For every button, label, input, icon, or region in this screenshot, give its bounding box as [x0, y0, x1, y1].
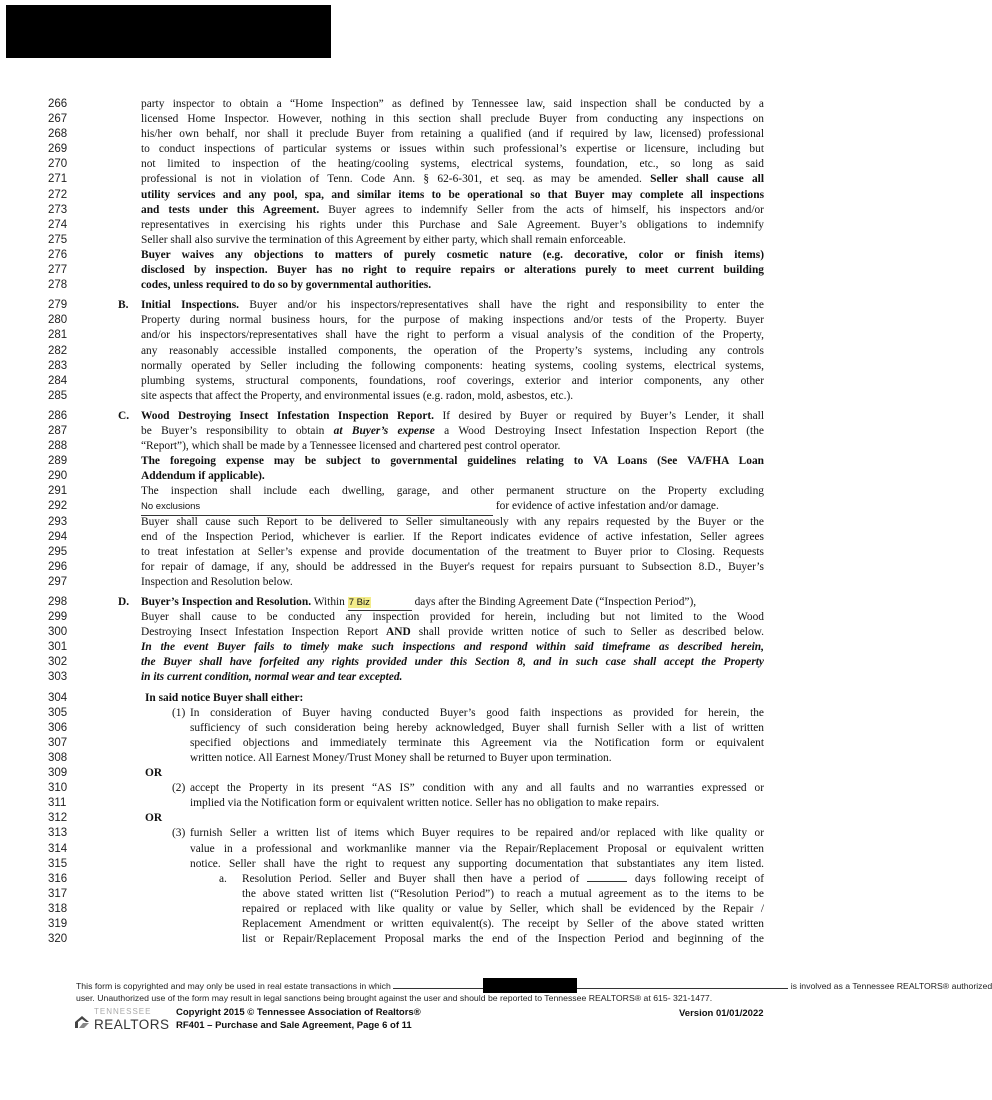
logo-brand-text: REALTORS [94, 1017, 170, 1032]
line [0, 499, 850, 514]
bold-italic-text: the Buyer shall have forfeited any rights provided under this Section 8, and in such case shall accept the Property [141, 656, 764, 669]
bold-italic-text: in its current condition, normal wear and tear excepted. [141, 671, 403, 684]
item-number-2: (2) [172, 782, 186, 795]
line [0, 610, 850, 625]
line-number: 289 [48, 455, 68, 468]
bold-text: Seller shall cause all [650, 173, 764, 186]
line-number: 290 [48, 470, 68, 483]
line-text: his/her own behalf, nor shall it preclude Buyer from retaining a qualified (and if required by law, licensed) professional [141, 128, 764, 141]
line [0, 515, 850, 530]
line [0, 751, 850, 766]
line-number: 313 [48, 827, 68, 840]
line-number: 278 [48, 279, 68, 292]
logo-state-text: TENNESSEE [94, 1007, 152, 1016]
text-run: shall provide written notice of such to Seller as described below. [418, 626, 764, 639]
bold-text: and tests under this Agreement. [141, 203, 320, 216]
redacted-block [6, 5, 331, 58]
text-run: professional is not in violation of Tenn. Code Ann. § 62-6-301, et seq. as may be amended. [141, 173, 642, 186]
line-number: 288 [48, 440, 68, 453]
line-number: 279 [48, 299, 68, 312]
line [0, 142, 850, 157]
line-text: Inspection and Resolution below. [141, 575, 293, 588]
line-number: 311 [48, 797, 67, 810]
line-number: 300 [48, 626, 68, 639]
line [0, 560, 850, 575]
resolution-days-field[interactable] [587, 881, 627, 882]
tennessee-realtors-logo [74, 1007, 170, 1033]
line [0, 917, 850, 932]
line [0, 469, 850, 484]
line-number: 282 [48, 344, 68, 357]
line-text: not limited to inspection of the heating/cooling systems, electrical systems, foundation, etc., so long as said [141, 158, 764, 171]
highlighted-value: 7 Biz [348, 597, 370, 608]
line [0, 127, 850, 142]
line-text [141, 499, 719, 515]
line [0, 313, 850, 328]
line-text: In consideration of Buyer having conducted Buyer’s good faith inspections as provided for herein, the [190, 706, 764, 719]
realtors-logo-icon [74, 1013, 90, 1029]
line [0, 328, 850, 343]
line [0, 932, 850, 947]
line-number: 270 [48, 158, 68, 171]
line-number: 274 [48, 218, 68, 231]
line [0, 454, 850, 469]
bold-text: codes, unless required to do so by governmental authorities. [141, 279, 432, 292]
line [0, 640, 850, 655]
text-run: days after the Binding Agreement Date (“Inspection Period”), [414, 596, 697, 608]
line-text [141, 298, 764, 313]
line-number: 317 [48, 887, 68, 900]
text-run: Buyer agrees to indemnify Seller from the acts of himself, his inspectors and/or [328, 203, 764, 216]
line-number: 267 [48, 113, 68, 126]
line-text: Replacement Amendment or written equivalent(s). The receipt by Seller of the above stated written [242, 917, 764, 930]
line-text [141, 172, 764, 187]
line-number: 293 [48, 515, 68, 528]
section-heading: Wood Destroying Insect Infestation Inspection Report. [141, 409, 435, 422]
line-text [141, 625, 764, 640]
section-heading: Buyer’s Inspection and Resolution. [141, 596, 312, 608]
line [0, 278, 850, 293]
line-number: 304 [48, 691, 68, 704]
line-number: 291 [48, 485, 68, 498]
line-text: and/or his inspectors/representatives shall have the right to perform a visual analysis of the condition of the Property, [141, 329, 764, 342]
line [0, 344, 850, 359]
line-text: written notice. All Earnest Money/Trust Money shall be returned to Buyer upon termination. [190, 751, 612, 764]
line-number: 271 [48, 173, 68, 186]
line [0, 484, 850, 499]
line [0, 424, 850, 439]
line-text [141, 595, 696, 611]
line-text: party inspector to obtain a “Home Inspection” as defined by Tennessee law, said inspection shall be conducted by a [141, 98, 764, 110]
line [0, 545, 850, 560]
line-text: site aspects that affect the Property, and environmental issues (e.g. radon, mold, asbestos, etc.). [141, 389, 574, 402]
line-number: 315 [48, 857, 68, 870]
document-body [0, 97, 850, 947]
line-number: 287 [48, 424, 68, 437]
line [0, 389, 850, 404]
line [0, 670, 850, 685]
inspection-period-field[interactable] [348, 595, 412, 611]
line-number: 303 [48, 671, 68, 684]
line [0, 736, 850, 751]
line-number: 309 [48, 767, 68, 780]
line-text: sufficiency of such consideration being hereby acknowledged, Buyer shall furnish Seller with a list of written [190, 721, 764, 734]
disclaimer-text: is involved as a Tennessee REALTORS® authorized [790, 981, 992, 991]
line-number: 292 [48, 500, 68, 513]
line [0, 796, 850, 811]
line-text: value in a professional and workmanlike manner via the Repair/Replacement Proposal or equivalent written [190, 842, 764, 855]
line-number: 275 [48, 233, 68, 246]
line-text: any reasonably accessible installed components, the operation of the Property’s systems, including any controls [141, 344, 764, 357]
line-number: 305 [48, 706, 68, 719]
line-number: 276 [48, 248, 68, 261]
bold-text: The foregoing expense may be subject to governmental guidelines relating to VA Loans (See VA/FHA Loan [141, 455, 764, 468]
exclusions-field[interactable]: No exclusions [141, 499, 493, 515]
line-number: 283 [48, 359, 68, 372]
line-text: to conduct inspections of particular systems or issues within such professional’s expertise or licensure, including but [141, 143, 764, 156]
line-number: 268 [48, 128, 68, 141]
text-run: Buyer and/or his inspectors/representatives shall have the right and responsibility to enter the [249, 299, 764, 312]
line [0, 248, 850, 263]
line-text: “Report”), which shall be made by a Tennessee licensed and chartered pest control operator. [141, 440, 561, 453]
subheading: In said notice Buyer shall either: [145, 691, 304, 704]
line-number: 286 [48, 409, 68, 422]
line-number: 285 [48, 389, 68, 402]
item-number-1: (1) [172, 706, 186, 719]
line [0, 872, 850, 887]
line [0, 655, 850, 670]
line [0, 263, 850, 278]
text-run: a Wood Destroying Insect Infestation Inspection Report (the [444, 424, 764, 437]
line [0, 298, 850, 313]
line-number: 299 [48, 611, 68, 624]
copyright-block [176, 1007, 421, 1032]
line [0, 625, 850, 640]
line-number: 310 [48, 782, 68, 795]
text-run: Destroying Insect Infestation Inspection Report [141, 626, 378, 639]
line [0, 766, 850, 781]
line [0, 575, 850, 590]
section-letter-c: C. [118, 409, 130, 422]
disclaimer-line-2: user. Unauthorized use of the form may result in legal sanctions being brought against the user and should be reported to Tennessee REALTORS® at 615- 321-1477. [76, 993, 713, 1003]
line-text: accept the Property in its present “AS IS” condition with any and all faults and no warranties expressed or [190, 782, 764, 795]
line [0, 530, 850, 545]
line-text: Buyer shall cause to be conducted any inspection provided for herein, including but not limited to the Wood [141, 611, 764, 624]
line-number: 318 [48, 902, 68, 915]
line [0, 691, 850, 706]
line-number: 298 [48, 596, 68, 608]
line [0, 203, 850, 218]
redacted-licensee [483, 978, 577, 993]
line-text: Buyer shall cause such Report to be delivered to Seller simultaneously with any repairs requested by the Buyer or the [141, 515, 764, 528]
line-number: 272 [48, 188, 68, 201]
section-letter-d: D. [118, 596, 130, 608]
bold-italic-text: In the event Buyer fails to timely make such inspections and respond within said timeframe as described herein, [141, 641, 764, 654]
disclaimer-text: This form is copyrighted and may only be used in real estate transactions in which [76, 981, 391, 991]
line [0, 112, 850, 127]
line-text: the above stated written list (“Resolution Period”) to reach a mutual agreement as to the items to be [242, 887, 764, 900]
line [0, 595, 850, 610]
bold-text: AND [386, 626, 411, 639]
bold-text: utility services and any pool, spa, and similar items to be operational so that Buyer may complete all inspections [141, 188, 764, 201]
or-separator: OR [145, 812, 163, 825]
line-number: 297 [48, 575, 68, 588]
line-number: 307 [48, 736, 68, 749]
line-number: 277 [48, 264, 68, 277]
line [0, 97, 850, 112]
line-text: specified objections and immediately terminate this Agreement via the Notification form or equivalent [190, 736, 764, 749]
line-number: 320 [48, 933, 68, 946]
line-text: to treat infestation at Seller’s expense and provide documentation of the treatment to Buyer prior to Closing. Requests [141, 545, 764, 558]
line-text: Seller shall also survive the termination of this Agreement by either party, which shall remain enforceable. [141, 233, 626, 246]
text-run: days following receipt of [634, 872, 764, 885]
line-text [141, 424, 764, 439]
line-number: 266 [48, 98, 68, 110]
line-number: 314 [48, 842, 68, 855]
line-number: 284 [48, 374, 68, 387]
bold-text: Addendum if applicable). [141, 470, 265, 483]
line [0, 857, 850, 872]
text-run: for evidence of active infestation and/or damage. [495, 500, 719, 513]
line-number: 316 [48, 872, 68, 885]
line-text: The inspection shall include each dwelling, garage, and other permanent structure on the Property excluding [141, 485, 764, 498]
form-title: RF401 – Purchase and Sale Agreement, Page 6 of 11 [176, 1019, 412, 1031]
line-text: for repair of damage, if any, should be addressed in the Buyer's request for repairs pursuant to Subsection 8.D., Buyer’s [141, 560, 764, 573]
line [0, 721, 850, 736]
sub-item-letter-a: a. [219, 872, 227, 885]
line-text: furnish Seller a written list of items which Buyer requires to be repaired and/or replaced with like quality or [190, 827, 764, 840]
line [0, 188, 850, 203]
text-run: If desired by Buyer or required by Buyer’s Lender, it shall [442, 409, 764, 422]
line [0, 409, 850, 424]
section-letter-b: B. [118, 299, 129, 312]
line-number: 296 [48, 560, 68, 573]
line-text: licensed Home Inspector. However, nothing in this section shall preclude Buyer from conducting any inspections on [141, 113, 764, 126]
bold-italic-text: at Buyer’s expense [333, 424, 435, 437]
line [0, 439, 850, 454]
line [0, 902, 850, 917]
line [0, 706, 850, 721]
line-text [141, 203, 764, 218]
line-text [242, 872, 764, 887]
line-text: plumbing systems, structural components, foundations, roof coverings, exterior and interior components, any other [141, 374, 764, 387]
line-number: 301 [48, 641, 68, 654]
line [0, 811, 850, 826]
line-text: end of the Inspection Period, whichever is earlier. If the Report indicates evidence of active infestation, Seller agrees [141, 530, 764, 543]
line [0, 842, 850, 857]
line [0, 374, 850, 389]
line-number: 312 [48, 812, 68, 825]
line-number: 302 [48, 656, 68, 669]
line-number: 295 [48, 545, 68, 558]
or-separator: OR [145, 767, 163, 780]
line-text: Property during normal business hours, for the purpose of making inspections and/or tests of the Property. Buyer [141, 314, 764, 327]
item-number-3: (3) [172, 827, 186, 840]
line [0, 218, 850, 233]
bold-text: disclosed by inspection. Buyer has no right to require repairs or alterations purely to meet current building [141, 264, 764, 277]
section-heading: Initial Inspections. [141, 299, 240, 312]
line-number: 306 [48, 721, 68, 734]
copyright-line: Copyright 2015 © Tennessee Association of Realtors® [176, 1007, 421, 1018]
line-number: 319 [48, 917, 68, 930]
line-number: 308 [48, 751, 68, 764]
line-number: 273 [48, 203, 68, 216]
line [0, 172, 850, 187]
line-text: representatives in exercising his rights under this Purchase and Sale Agreement. Buyer’s obligations to indemnify [141, 218, 764, 231]
line [0, 826, 850, 841]
line-number: 294 [48, 530, 68, 543]
line [0, 887, 850, 902]
line [0, 157, 850, 172]
line-text: notice. Seller shall have the right to request any supporting documentation that substantiates any item listed. [190, 857, 764, 870]
line [0, 359, 850, 374]
text-run: Within [313, 596, 345, 608]
line-text: list or Repair/Replacement Proposal marks the end of the Inspection Period and beginning of the [242, 933, 764, 946]
line [0, 233, 850, 248]
line-text: repaired or replaced with like quality or value by Seller, which shall be evidenced by the Repair / [242, 902, 764, 915]
line-text: normally operated by Seller including the following components: heating systems, cooling systems, electrical systems, [141, 359, 764, 372]
line-number: 269 [48, 143, 68, 156]
line-text [141, 409, 764, 424]
bold-text: Buyer waives any objections to matters of purely cosmetic nature (e.g. decorative, color or finish items) [141, 248, 764, 261]
text-run: Resolution Period. Seller and Buyer shall then have a period of [242, 872, 580, 885]
line-text: implied via the Notification form or equivalent written notice. Seller has no obligation to make repairs. [190, 797, 660, 810]
line-number: 281 [48, 329, 68, 342]
text-run: be Buyer’s responsibility to obtain [141, 424, 325, 437]
form-version: Version 01/01/2022 [679, 1008, 764, 1019]
licensee-blank [393, 988, 788, 989]
line [0, 781, 850, 796]
line-number: 280 [48, 314, 68, 327]
